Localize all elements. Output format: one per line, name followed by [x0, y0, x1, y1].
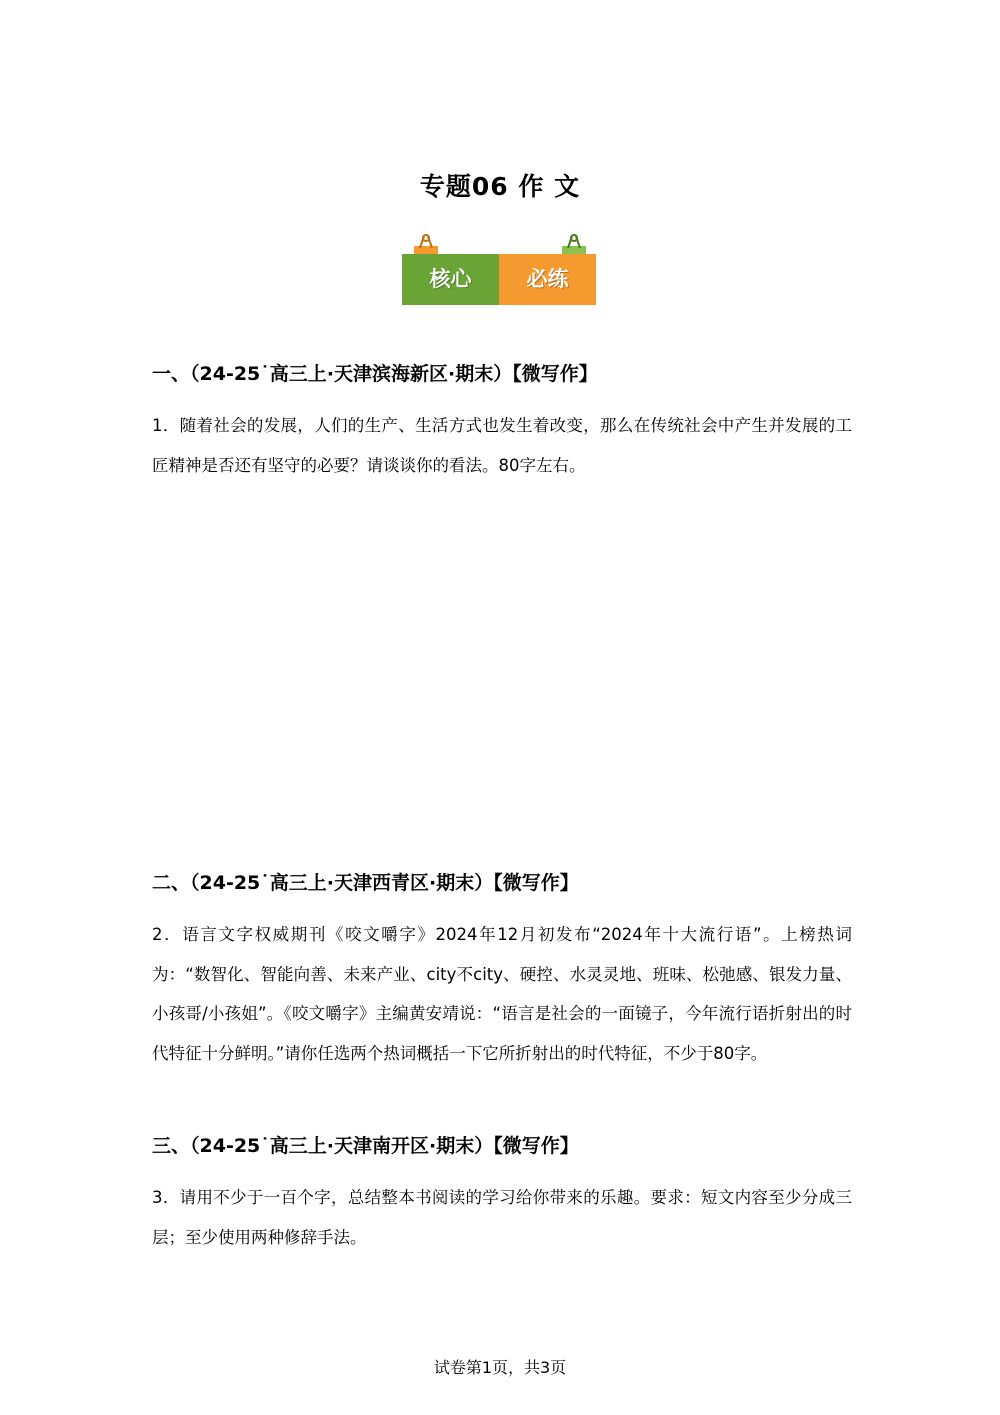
- section-heading-3: 三、（24-25˙高三上·天津南开区·期末）【微写作】: [152, 1135, 579, 1157]
- section-heading-1: 一、（24-25˙高三上·天津滨海新区·期末）【微写作】: [152, 363, 598, 385]
- question-1: 1．随着社会的发展，人们的生产、生活方式也发生着改变，那么在传统社会中产生并发展的工匠精神是否还有坚守的必要？请谈谈你的看法。80字左右。: [152, 416, 852, 475]
- question-2: 2．语言文字权威期刊《咬文嚼字》2024年12月初发布“2024年十大流行语”。上榜热词为：“数智化、智能向善、未来产业、city不city、硬控、水灵灵地、班味、松弛感、银发力量、小孩哥/小孩姐”。《咬文嚼字》主编黄安靖说：“语言是社会的一面镜子，今年流行语折射出的时代特征十分鲜明。”请你任选两个热词概括一下它所折射出的时代特征，不少于80字。: [152, 925, 852, 1063]
- question-3: 3．请用不少于一百个字，总结整本书阅读的学习给你带来的乐趣。要求：短文内容至少分成三层；至少使用两种修辞手法。: [152, 1188, 852, 1247]
- banner-practice-label: 必练: [499, 254, 596, 305]
- section-heading-2: 二、（24-25˙高三上·天津西青区·期末）【微写作】: [152, 872, 579, 894]
- core-practice-banner: [402, 234, 596, 306]
- page-footer: 试卷第1页，共3页: [433, 1358, 567, 1377]
- page-title: 专题06 作 文: [419, 172, 581, 201]
- banner-core-label: 核心: [402, 254, 499, 305]
